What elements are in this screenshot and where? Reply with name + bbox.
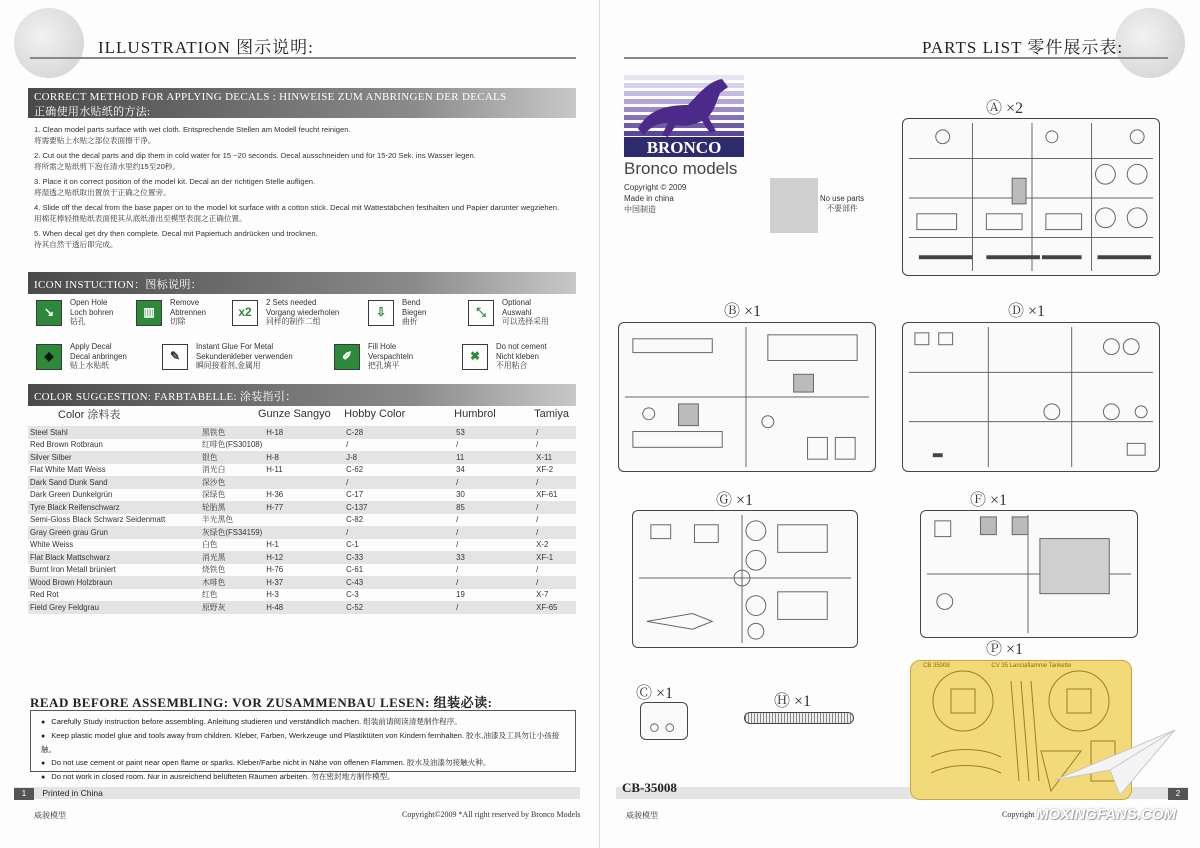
table-row <box>28 576 576 589</box>
table-cell: H-37 <box>264 576 344 589</box>
icon-bend: ⇩ Bend Biegen 曲折 <box>368 298 478 334</box>
table-cell: 白色 <box>202 540 218 550</box>
horse-logo-icon <box>624 75 744 157</box>
pe-code: CB 35008 <box>923 663 950 669</box>
table-cell: Steel Stahl <box>28 426 200 439</box>
table-cell: H-76 <box>266 565 284 575</box>
table-cell: / <box>456 540 459 550</box>
table-cell: C-52 <box>344 601 454 614</box>
footer-brand-cn: 威骏模型 <box>34 811 66 820</box>
table-cell: / <box>534 426 576 439</box>
table-cell: H-11 <box>266 465 283 475</box>
table-cell: Dark Sand Dunk Sand <box>28 476 200 489</box>
table-row <box>28 589 576 602</box>
table-cell: / <box>456 515 459 525</box>
table-cell: 黑铁色 <box>200 426 264 439</box>
table-cell <box>264 526 344 539</box>
sprue-a-label: Ⓐ ×2 <box>986 100 1024 117</box>
sprue-d-label: Ⓓ ×1 <box>1008 303 1046 320</box>
no-use-parts-swatch <box>770 178 818 233</box>
table-cell: 深沙色 <box>200 476 264 489</box>
list-item: 2. Cut out the decal parts and dip them in cold water for 15 ~20 seconds. Decal ausschneiden und für 15-20 Sek. ins Wasser legen. 将所需之贴纸剪下泡在清水里约15至20秒。 <box>34 151 476 171</box>
no-use-parts-label: No use parts 不要部件 <box>820 194 865 213</box>
table-cell: X-2 <box>536 540 549 550</box>
header-circle-decoration <box>14 8 84 78</box>
table-cell: C-137 <box>344 501 454 514</box>
table-cell: Burnt Iron Metall brüniert <box>30 565 116 575</box>
table-cell <box>264 476 344 489</box>
apply-decal-icon: ◆ <box>36 344 62 370</box>
table-cell: XF-65 <box>534 601 576 614</box>
table-cell: 半光黑色 <box>202 515 234 525</box>
column-header: Humbrol <box>454 408 496 420</box>
table-cell: 53 <box>454 426 534 439</box>
sprue-c-frame <box>640 702 688 740</box>
table-row <box>28 564 576 577</box>
list-item: ● Do not work in closed room. Nur in ausreichend belüfteten Räumen arbeiten. 勿在密封地方制作模型。 <box>41 770 565 784</box>
table-cell: / <box>536 565 539 575</box>
column-header: Gunze Sangyo <box>258 408 331 420</box>
pe-name: CV 35 Lanciafiamme Tankette <box>991 663 1072 669</box>
footer-copyright: Copyright©2009 *All right reserved by Bronco Models <box>402 810 581 819</box>
table-cell: Red Rot <box>30 590 59 600</box>
table-cell: / <box>344 476 454 489</box>
sprue-f-frame <box>920 510 1138 638</box>
table-cell: 深绿色 <box>202 490 226 500</box>
table-cell: 85 <box>454 501 534 514</box>
column-header: Hobby Color <box>344 408 406 420</box>
table-row <box>28 501 576 514</box>
icon-do-not-cement: ✖ Do not cement Nicht kleben 不用粘合 <box>462 342 572 378</box>
sprue-g-label: Ⓖ ×1 <box>716 492 754 509</box>
table-cell: C-17 <box>346 490 364 500</box>
footer-copyright: Copyright <box>1002 810 1035 819</box>
sprue-d-frame <box>902 322 1160 472</box>
table-cell: 34 <box>456 465 465 475</box>
decals-heading-cn: 正确使用水贴纸的方法: <box>34 106 151 118</box>
bend-icon: ⇩ <box>368 300 394 326</box>
table-row <box>28 464 576 477</box>
sprue-p-label: Ⓟ ×1 <box>986 641 1024 658</box>
page-title-illustration: ILLUSTRATION 图示说明: <box>98 38 314 57</box>
table-row <box>28 476 576 489</box>
fill-hole-icon: ✐ <box>334 344 360 370</box>
table-cell: 木啡色 <box>200 576 264 589</box>
table-cell: H-12 <box>264 551 344 564</box>
sprue-h-label: Ⓗ ×1 <box>774 693 812 710</box>
table-cell: 红啡色(FS30108) <box>202 440 263 450</box>
color-heading: COLOR SUGGESTION: FARBTABELLE: 涂装指引： <box>34 391 297 403</box>
list-item: ● Do not use cement or paint near open flame or sparks. Kleber/Farbe nicht in Nähe von offenen Flammen. 胶水及油漆勿接触火种。 <box>41 756 565 770</box>
table-cell: / <box>454 576 534 589</box>
table-cell: 原野灰 <box>200 601 264 614</box>
table-row <box>28 551 576 564</box>
list-item: ● Carefully Study instruction before assembling. Anleitung studieren und verständlich machen. 组装前请阅读清楚制作程序。 <box>41 715 565 729</box>
table-cell: 消光白 <box>202 465 226 475</box>
table-cell: XF-2 <box>536 465 554 475</box>
page-title-parts-list: PARTS LIST 零件展示表: <box>922 38 1124 57</box>
table-cell: C-62 <box>346 465 364 475</box>
decals-heading-band <box>28 88 576 118</box>
instant-glue-icon: ✎ <box>162 344 188 370</box>
table-cell <box>264 439 344 452</box>
table-header-row <box>28 404 576 426</box>
remove-icon: ▥ <box>136 300 162 326</box>
table-cell: Red Brown Rotbraun <box>30 440 103 450</box>
table-cell: J-8 <box>344 451 454 464</box>
paper-plane-icon <box>1050 720 1180 800</box>
table-row <box>28 439 576 452</box>
table-cell: H-1 <box>266 540 279 550</box>
sprue-c-label: Ⓒ ×1 <box>636 685 674 702</box>
color-heading-band <box>28 384 576 406</box>
sprue-a-frame <box>902 118 1160 276</box>
table-cell: Gray Green grau Grun <box>28 526 200 539</box>
table-row <box>28 526 576 539</box>
list-item: 3. Place it on correct position of the model kit. Decal an der richtigen Stelle aufligen. 将湿透之贴纸取出置放于正确之位置旁。 <box>34 177 316 197</box>
list-item: 1. Clean model parts surface with wet cloth. Entsprechende Stellen am Modell feucht reinigen. 将需要贴上水贴之部位表面擦干净。 <box>34 125 351 145</box>
icon-fill-hole: ✐ Fill Hole Verspachteln 把孔填平 <box>334 342 444 378</box>
table-cell: 30 <box>456 490 465 500</box>
icon-heading: ICON INSTUCTION：图标说明： <box>34 279 202 291</box>
footer-brand-cn: 威骏模型 <box>626 811 658 820</box>
table-cell: H-8 <box>264 451 344 464</box>
table-cell: 11 <box>454 451 534 464</box>
table-row <box>28 451 576 464</box>
table-cell <box>264 514 344 527</box>
title-rule <box>624 57 1168 59</box>
table-cell: X-7 <box>536 590 549 600</box>
sprue-h-frame <box>744 712 854 724</box>
table-cell: / <box>454 476 534 489</box>
list-item: 5. When decal get dry then complete. Decal mit Papiertuch andrücken und trocknen. 待其自然干透后即完成。 <box>34 229 318 249</box>
table-cell: / <box>346 440 349 450</box>
icon-instant-glue: ✎ Instant Glue For Metal Sekundenkleber verwenden 瞬间接着剂,金属用 <box>162 342 312 378</box>
table-cell: X-11 <box>534 451 576 464</box>
table-cell: 银色 <box>200 451 264 464</box>
read-before-heading: READ BEFORE ASSEMBLING: VOR ZUSAMMENBAU LESEN: 组装必读: <box>30 695 493 710</box>
table-cell: H-48 <box>264 601 344 614</box>
table-cell: / <box>534 476 576 489</box>
table-row <box>28 539 576 552</box>
color-table <box>28 404 576 614</box>
table-cell: / <box>534 526 576 539</box>
read-before-list <box>30 710 576 781</box>
logo-meta: Copyright © 2009 Made in china 中国制造 <box>624 183 687 214</box>
table-cell: / <box>534 501 576 514</box>
table-cell: C-33 <box>344 551 454 564</box>
table-cell: Tyre Black Reifenschwarz <box>28 501 200 514</box>
column-header: Tamiya <box>534 408 569 420</box>
icon-apply-decal: ◆ Apply Decal Decal anbringen 贴上水贴纸 <box>36 342 146 378</box>
table-cell: 灰绿色(FS34159) <box>202 527 263 537</box>
table-cell: Wood Brown Holzbraun <box>28 576 200 589</box>
table-cell: C-1 <box>346 540 359 550</box>
table-cell: / <box>454 526 534 539</box>
icon-two-sets: x2 2 Sets needed Vorgang wiederholen 同样的制作二组 <box>232 298 342 334</box>
footer-bar <box>14 787 580 799</box>
table-cell: XF-1 <box>534 551 576 564</box>
table-cell: C-28 <box>344 426 454 439</box>
icon-remove: ▥ Remove Abtrennen 切除 <box>136 298 246 334</box>
table-cell: / <box>534 576 576 589</box>
do-not-cement-icon: ✖ <box>462 344 488 370</box>
table-cell: C-61 <box>346 565 364 575</box>
decals-heading: CORRECT METHOD FOR APPLYING DECALS : HINWEISE ZUM ANBRINGEN DER DECALS <box>34 91 507 103</box>
page-number: 2 <box>1168 788 1188 800</box>
table-cell: / <box>536 440 539 450</box>
optional-icon: ⤡ <box>468 300 494 326</box>
table-cell: Dark Green Dunkelgrün <box>30 490 113 500</box>
table-cell: H-3 <box>266 590 279 600</box>
column-header: Color 涂料表 <box>58 409 121 421</box>
table-cell: / <box>344 526 454 539</box>
table-cell: Flat White Matt Weiss <box>30 465 106 475</box>
table-cell: 红色 <box>202 590 218 600</box>
bronco-wordmark: BRONCO <box>646 138 722 157</box>
table-cell: / <box>536 515 539 525</box>
sprue-b-frame <box>618 322 876 472</box>
table-cell: C-82 <box>346 515 364 525</box>
table-cell: Semi-Gloss Black Schwarz Seidenmatt <box>30 515 166 525</box>
watermark: MOXINGFANS.COM <box>1036 806 1177 823</box>
page-number: 1 <box>14 788 34 800</box>
list-item: 4. Slide off the decal from the base paper on to the model kit surface with a cotton stick. Decal mit Wattestäbchen festhalten und Papier darunter wegziehen. 用棉花棒轻推贴纸表面使其从底纸滑出至模型表面之正确位置。 <box>34 203 560 223</box>
sprue-b-label: Ⓑ ×1 <box>724 303 762 320</box>
table-cell: / <box>456 565 459 575</box>
header-circle-decoration <box>1115 8 1185 78</box>
table-cell: 19 <box>456 590 465 600</box>
two-sets-icon: x2 <box>232 300 258 326</box>
table-cell: C-43 <box>344 576 454 589</box>
table-cell: H-36 <box>266 490 284 500</box>
bronco-logo <box>624 75 744 215</box>
icon-heading-band <box>28 272 576 294</box>
list-item: ● Keep plastic model glue and tools away from children. Kleber, Farben, Werkzeuge und Plastiktüten von Kindern fernhalten. 胶水,油漆及工具勿让小孩接触。 <box>41 729 565 756</box>
table-cell: H-77 <box>264 501 344 514</box>
decal-steps-list <box>34 124 579 254</box>
table-cell: Flat Black Mattschwarz <box>28 551 200 564</box>
product-code: CB-35008 <box>622 780 677 795</box>
table-cell: White Weiss <box>30 540 74 550</box>
icon-open-hole: ↘ Open Hole Loch bohren 钻孔 <box>36 298 146 334</box>
table-cell: / <box>454 601 534 614</box>
sprue-g-frame <box>632 510 858 648</box>
table-cell: XF-61 <box>536 490 558 500</box>
table-cell: H-18 <box>264 426 344 439</box>
table-row <box>28 601 576 614</box>
open-hole-icon: ↘ <box>36 300 62 326</box>
printed-in-china: Printed in China <box>42 788 103 798</box>
table-cell: 烧铁色 <box>202 565 226 575</box>
brand-name: Bronco models <box>624 159 738 178</box>
title-rule <box>30 57 576 59</box>
table-row <box>28 514 576 527</box>
table-cell: 轮胎黑 <box>200 501 264 514</box>
table-row <box>28 426 576 439</box>
table-row <box>28 489 576 502</box>
table-cell: Silver Silber <box>28 451 200 464</box>
table-cell: / <box>456 440 459 450</box>
table-cell: Field Grey Feldgrau <box>28 601 200 614</box>
icon-optional: ⤡ Optional Auswahl 可以选择采用 <box>468 298 578 334</box>
sprue-f-label: Ⓕ ×1 <box>970 492 1008 509</box>
icon-legend <box>36 298 581 376</box>
table-cell: 33 <box>454 551 534 564</box>
table-cell: C-3 <box>346 590 359 600</box>
table-cell: 消光黑 <box>200 551 264 564</box>
